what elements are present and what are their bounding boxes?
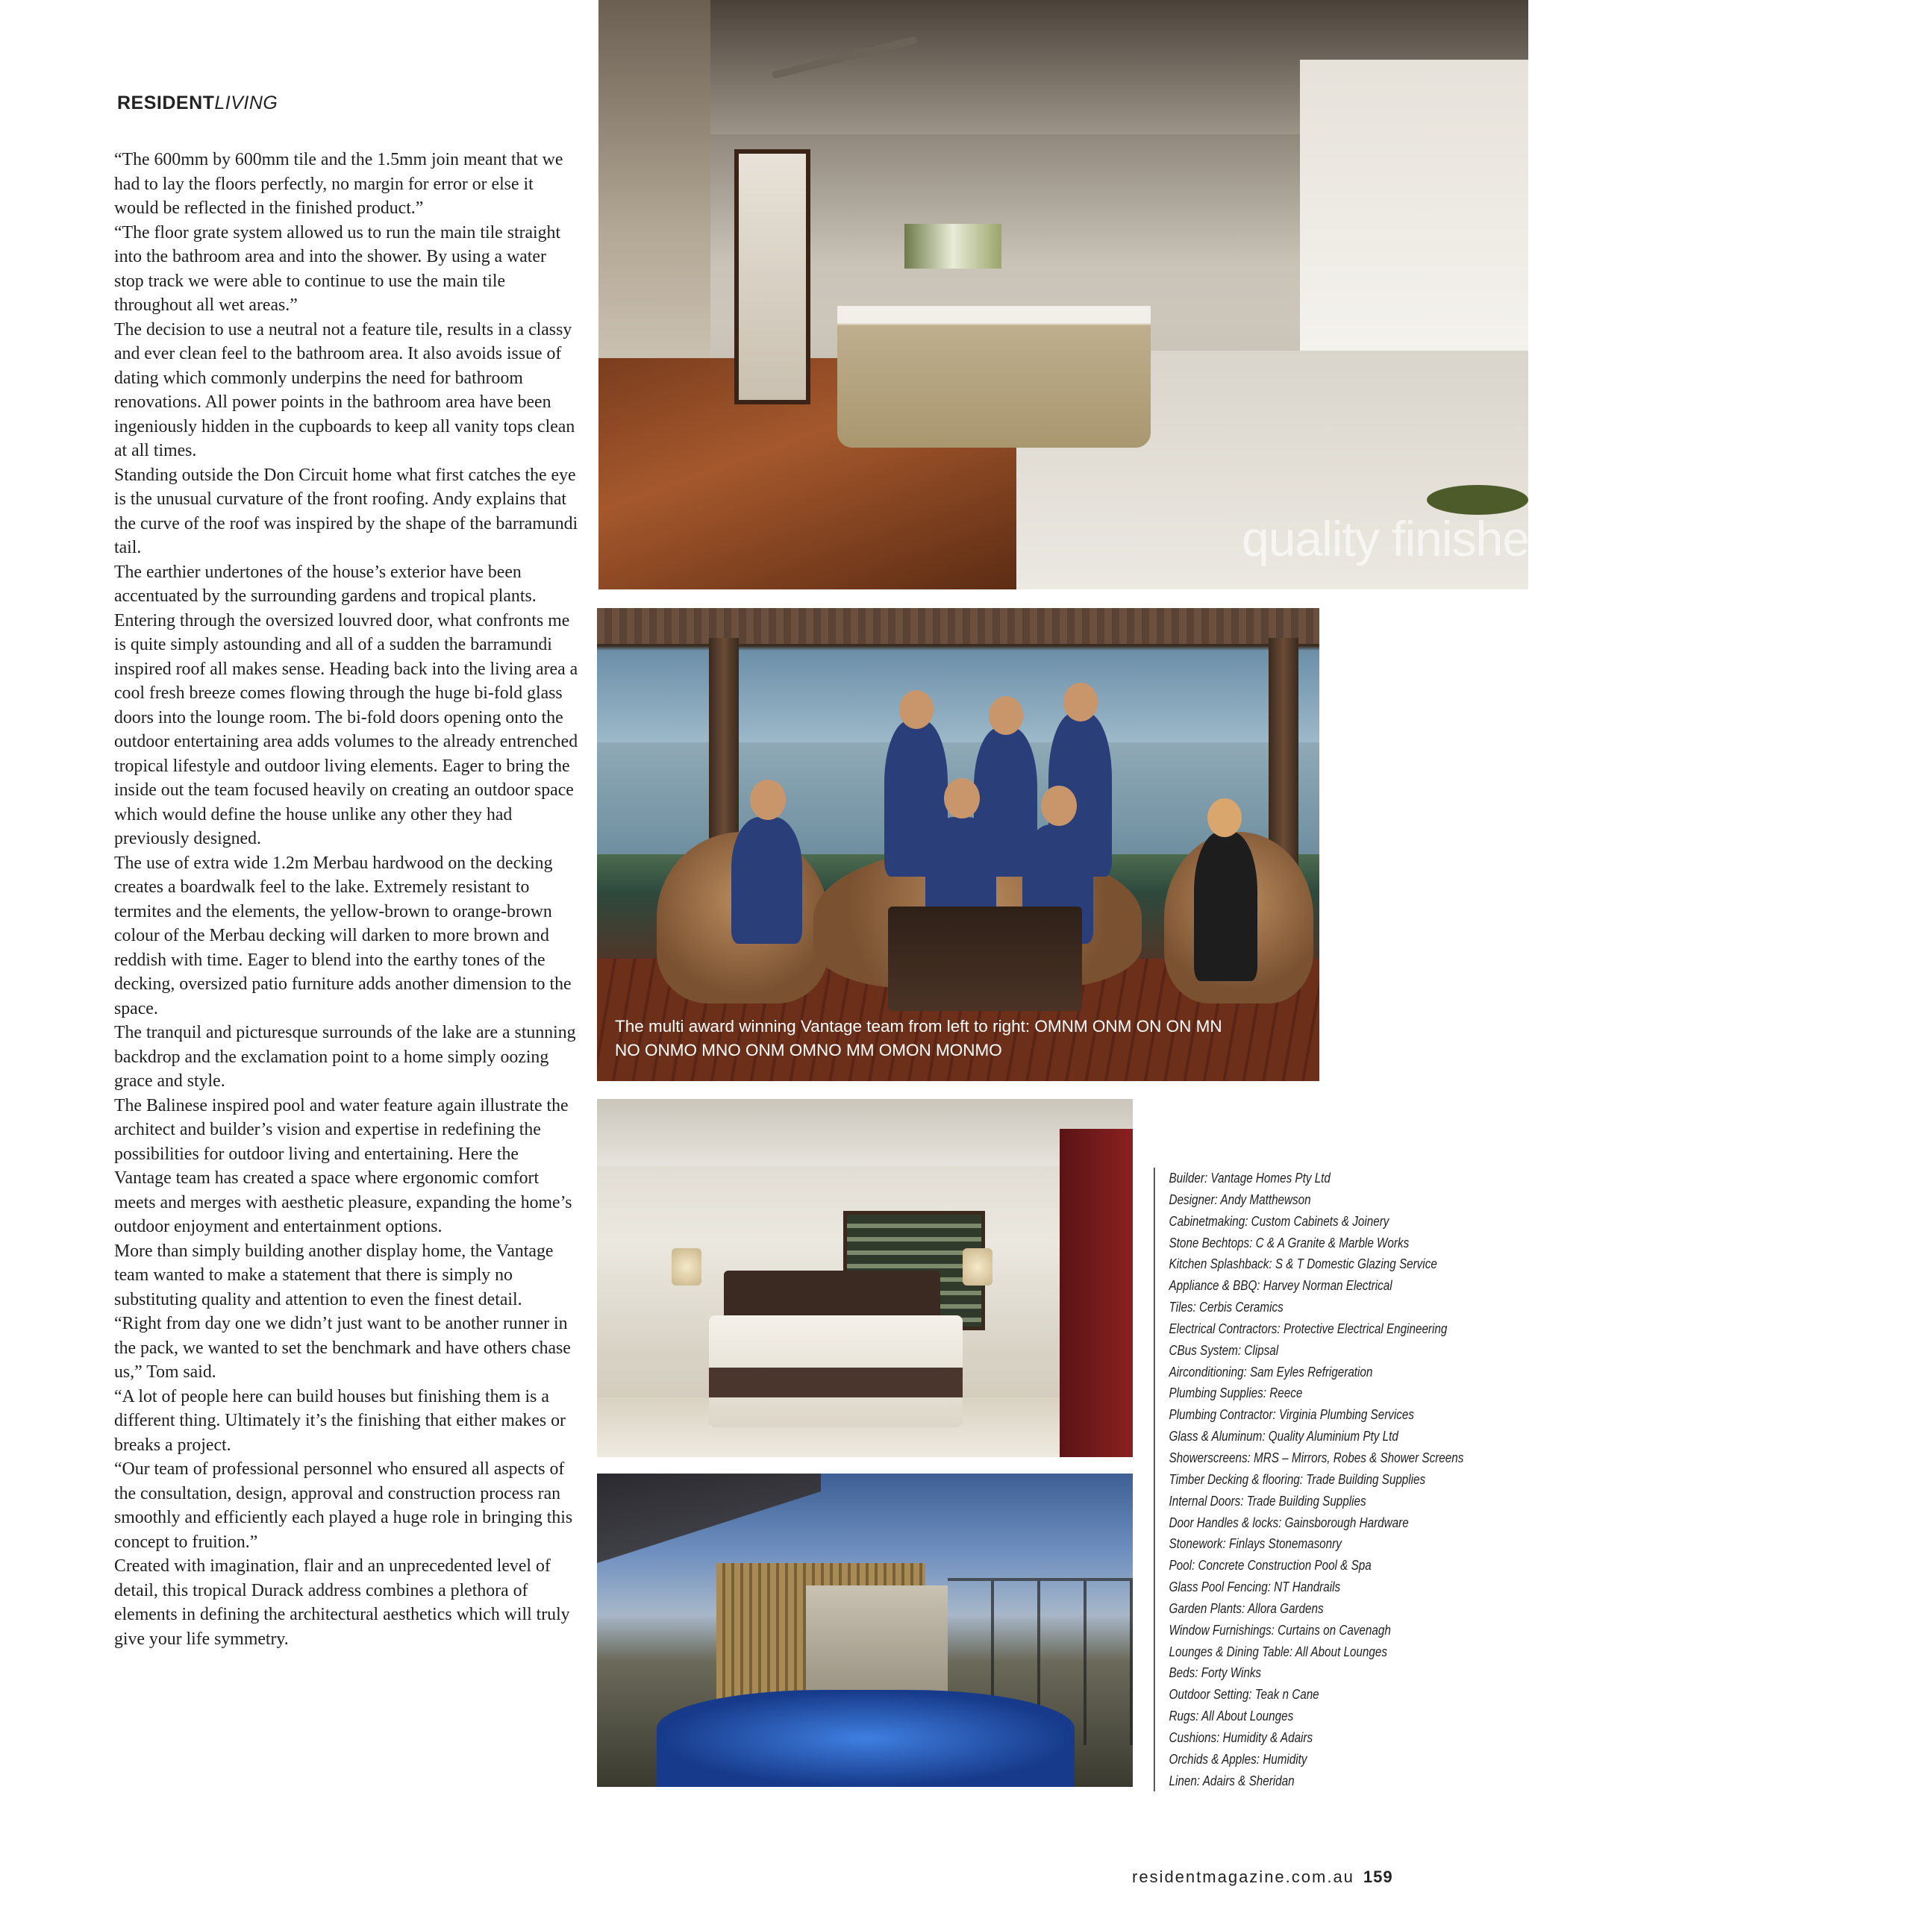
kitchen-wall xyxy=(1300,60,1528,388)
credit-line: Plumbing Contractor: Virginia Plumbing Services xyxy=(1169,1406,1415,1423)
page-number: 159 xyxy=(1363,1867,1393,1886)
credit-line: Cushions: Humidity & Adairs xyxy=(1169,1729,1313,1745)
team-photo xyxy=(597,608,1319,1081)
article-paragraph: Created with imagination, flair and an unprecedented level of detail, this tropical Durack address combines a plethora of elements in defining the architectural aesthetics which will truly give your life symmetry. xyxy=(114,1556,570,1649)
feature-wall xyxy=(1060,1129,1133,1457)
credit-line: Tiles: Cerbis Ceramics xyxy=(1169,1299,1284,1315)
credit-line: Designer: Andy Matthewson xyxy=(1169,1191,1311,1207)
credit-line: Beds: Forty Winks xyxy=(1169,1665,1262,1681)
credit-line: Pool: Concrete Construction Pool & Spa xyxy=(1169,1557,1372,1574)
pool-water xyxy=(657,1690,1075,1787)
article-paragraph: “The floor grate system allowed us to run the main tile straight into the bathroom area and into the shower. By using a water stop track we were able to continue to use the main tile throughout all wet areas.” xyxy=(114,222,561,315)
article-paragraph: “The 600mm by 600mm tile and the 1.5mm join meant that we had to lay the floors perfectly, no margin for error or else it would be reflected in the finished product.” xyxy=(114,150,563,218)
team-member-head xyxy=(989,696,1023,735)
lamp-icon xyxy=(672,1248,701,1286)
footer-site: residentmagazine.com.au xyxy=(1132,1867,1354,1886)
credit-line: Door Handles & locks: Gainsborough Hardware xyxy=(1169,1514,1409,1530)
team-caption-line: NO ONMO MNO ONM OMNO MM OMON MONMO xyxy=(615,1041,1002,1059)
article-paragraph: The use of extra wide 1.2m Merbau hardwood on the decking creates a boardwalk feel to the lake. Extremely resistant to termites and the elements, the yellow-brown to orange-brown colour of the Merbau decking will darken to more brown and reddish with time. Eager to blend into the earthy tones of the decking, oversized patio furniture adds another dimension to the space. xyxy=(114,853,572,1018)
kitchen-door xyxy=(734,149,810,404)
credit-line: CBus System: Clipsal xyxy=(1169,1341,1279,1358)
credit-line: Linen: Adairs & Sheridan xyxy=(1169,1772,1295,1788)
article-paragraph: The Balinese inspired pool and water feature again illustrate the architect and builder’s vision and expertise in redefining the possibilities for outdoor living and entertaining. Here the Vantage team has created a space where ergonomic comfort meets and merges with aesthetic pleasure, expanding the home’s outdoor enjoyment and entertainment options. xyxy=(114,1095,572,1236)
credit-line: Timber Decking & flooring: Trade Building Supplies xyxy=(1169,1471,1426,1487)
team-member-head xyxy=(750,780,786,820)
team-member xyxy=(1194,832,1257,981)
article-paragraph: The tranquil and picturesque surrounds of the lake are a stunning backdrop and the exclamation point to a home simply oozing grace and style. xyxy=(114,1023,576,1091)
credit-line: Internal Doors: Trade Building Supplies xyxy=(1169,1492,1366,1509)
bed-runner xyxy=(709,1368,963,1397)
credit-line: Glass Pool Fencing: NT Handrails xyxy=(1169,1579,1341,1595)
kitchen-island xyxy=(837,306,1151,448)
article-paragraph: Standing outside the Don Circuit home what first catches the eye is the unusual curvature of the front roofing. Andy explains that the curve of the roof was inspired by the shape of the barramundi tail. xyxy=(114,465,578,557)
coffee-table xyxy=(888,907,1082,1011)
team-member-head xyxy=(1063,683,1098,721)
wall-art xyxy=(904,224,1001,269)
section-kicker xyxy=(117,93,278,114)
article-paragraph: More than simply building another display home, the Vantage team wanted to make a statement that there is simply no substituting quality and attention to even the finest detail. xyxy=(114,1241,554,1309)
kicker-living: LIVING xyxy=(214,93,278,113)
pool-photo xyxy=(597,1474,1133,1787)
page-footer xyxy=(1132,1867,1393,1887)
credit-line: Airconditioning: Sam Eyles Refrigeration xyxy=(1169,1363,1373,1380)
pergola-roof xyxy=(597,608,1319,644)
kitchen-photo xyxy=(598,0,1932,589)
credit-line: Electrical Contractors: Protective Electrical Engineering xyxy=(1169,1320,1448,1336)
lamp-icon xyxy=(963,1248,992,1286)
credit-line: Window Furnishings: Curtains on Cavenagh xyxy=(1169,1621,1391,1638)
photo-overlay-title: quality finishes and craftmanship xyxy=(1242,511,1932,566)
bedroom-ceiling xyxy=(597,1099,1133,1166)
article-paragraph: The earthier undertones of the house’s exterior have been accentuated by the surrounding gardens and tropical plants. xyxy=(114,562,537,606)
team-photo-caption xyxy=(615,1015,1301,1062)
article-paragraph: “Our team of professional personnel who ensured all aspects of the consultation, design, approval and construction process ran smoothly and efficiently each played a huge role in bringing this concept to fruition.” xyxy=(114,1459,573,1552)
supplier-credits xyxy=(1154,1168,1464,1791)
house-roof xyxy=(597,1474,821,1563)
team-caption-line: The multi award winning Vantage team from left to right: OMNM ONM ON ON MN xyxy=(615,1017,1222,1036)
article-paragraph: “Right from day one we didn’t just want to be another runner in the pack, we wanted to set the benchmark and have others chase us,” Tom said. xyxy=(114,1314,571,1382)
article-paragraph: Entering through the oversized louvred door, what confronts me is quite simply astounding and all of a sudden the barramundi inspired roof all makes sense. Heading back into the living area a cool fresh breeze comes flowing through the huge bi-fold glass doors into the lounge room. The bi-fold doors opening onto the outdoor entertaining area adds volumes to the already entrenched tropical lifestyle and outdoor living elements. Eager to bring the inside out the team focused heavily on creating an outdoor space which would define the house unlike any other they had previously designed. xyxy=(114,610,578,848)
article-paragraph: The decision to use a neutral not a feature tile, results in a classy and ever clean feel to the bathroom area. It also avoids issue of dating which commonly underpins the need for bathroom renovations. All power points in the bathroom area have been ingeniously hidden in the cupboards to keep all vanity tops clean at all times. xyxy=(114,319,575,460)
credit-line: Glass & Aluminum: Quality Aluminium Pty Ltd xyxy=(1169,1428,1398,1444)
credit-line: Appliance & BBQ: Harvey Norman Electrical xyxy=(1169,1277,1392,1294)
credit-line: Orchids & Apples: Humidity xyxy=(1169,1750,1307,1767)
credit-line: Kitchen Splashback: S & T Domestic Glazing Service xyxy=(1169,1256,1437,1272)
credit-line: Builder: Vantage Homes Pty Ltd xyxy=(1169,1170,1331,1186)
credit-line: Plumbing Supplies: Reece xyxy=(1169,1385,1303,1401)
team-member-head xyxy=(899,690,934,729)
credit-line: Showerscreens: MRS – Mirrors, Robes & Shower Screens xyxy=(1169,1449,1464,1465)
bedroom-photo xyxy=(597,1099,1133,1457)
credit-line: Outdoor Setting: Teak n Cane xyxy=(1169,1686,1319,1703)
team-member xyxy=(731,817,802,944)
credit-line: Stonework: Finlays Stonemasonry xyxy=(1169,1535,1342,1552)
team-member-head xyxy=(944,778,980,818)
credit-line: Garden Plants: Allora Gardens xyxy=(1169,1600,1324,1616)
credit-line: Cabinetmaking: Custom Cabinets & Joinery xyxy=(1169,1212,1389,1229)
kicker-resident: RESIDENT xyxy=(117,93,215,113)
credit-line: Stone Bechtops: C & A Granite & Marble Works xyxy=(1169,1234,1410,1250)
article-paragraph: “A lot of people here can build houses but finishing them is a different thing. Ultimately it’s the finishing that either makes or breaks a project. xyxy=(114,1386,566,1455)
team-member-head xyxy=(1207,798,1242,837)
article-body xyxy=(114,148,578,1651)
credit-line: Rugs: All About Lounges xyxy=(1169,1708,1294,1724)
team-member-head xyxy=(1041,786,1077,826)
credit-line: Lounges & Dining Table: All About Lounges xyxy=(1169,1643,1387,1659)
